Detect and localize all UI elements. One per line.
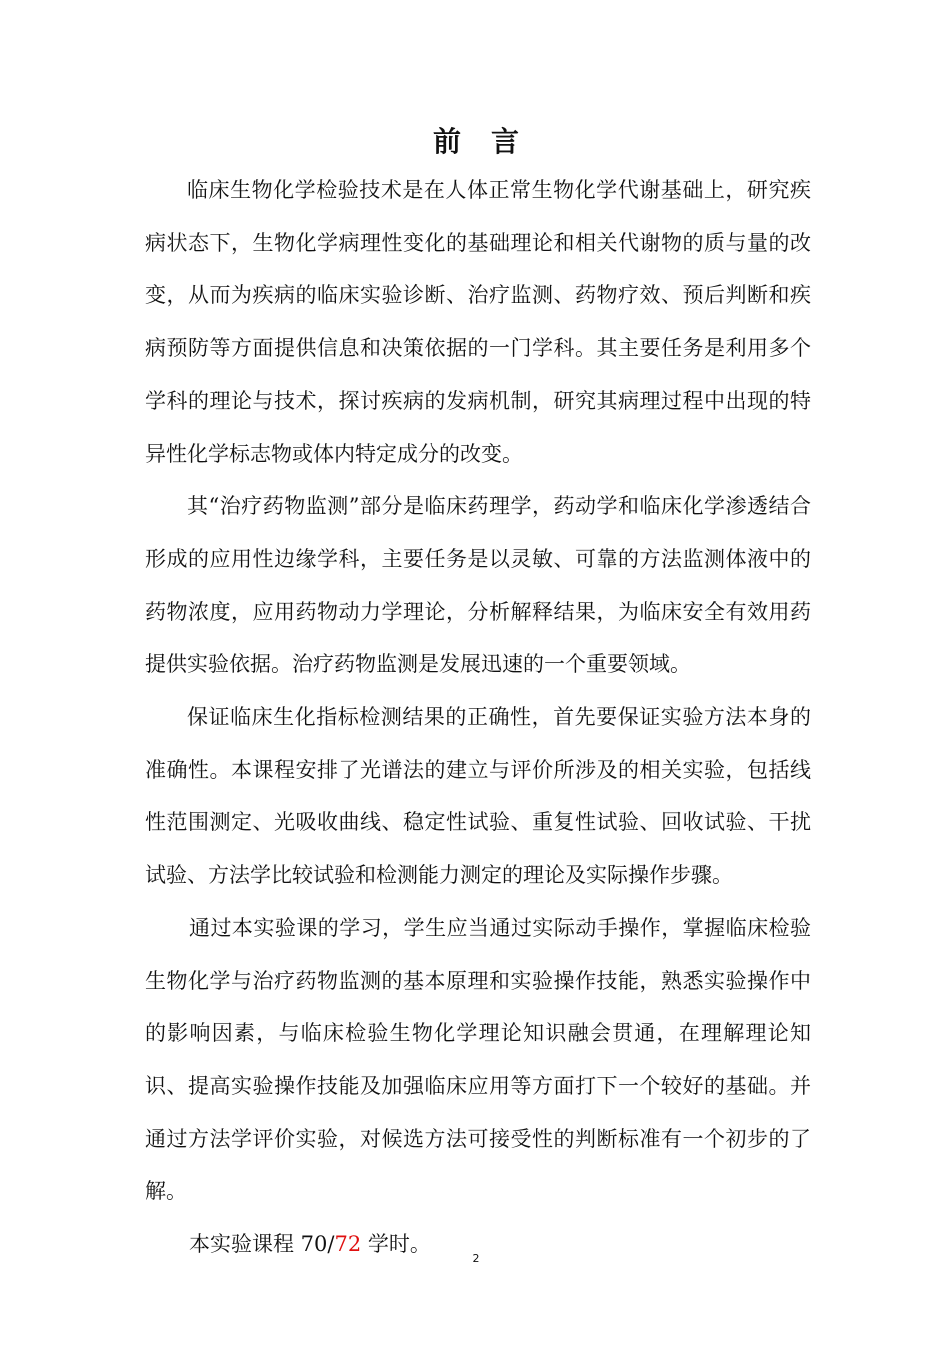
hours-prefix: 本实验课程 70/: [189, 1232, 335, 1257]
page-title: 前言: [432, 125, 549, 158]
paragraph-method-accuracy: 保证临床生化指标检测结果的正确性，首先要保证实验方法本身的准确性。本课程安排了光谱法的建立与评价所涉及的相关实验，包括线性范围测定、光吸收曲线、稳定性试验、重复性试验、回收试验、干扰试验、方法学比较试验和检测能力测定的理论及实际操作步骤。: [145, 705, 811, 888]
paragraph-drug-monitoring: 其“治疗药物监测”部分是临床药理学，药动学和临床化学渗透结合形成的应用性边缘学科，主要任务是以灵敏、可靠的方法监测体液中的药物浓度，应用药物动力学理论，分析解释结果，为临床安全有效用药提供实验依据。治疗药物监测是发展迅速的一个重要领域。: [145, 494, 811, 677]
hours-highlight: 72: [334, 1232, 362, 1257]
hours-suffix: 学时。: [361, 1232, 431, 1257]
page-number: 2: [472, 1252, 480, 1265]
preface-body: [145, 164, 811, 1271]
paragraph-intro: 临床生物化学检验技术是在人体正常生物化学代谢基础上，研究疾病状态下，生物化学病理性变化的基础理论和相关代谢物的质与量的改变，从而为疾病的临床实验诊断、治疗监测、药物疗效、预后判断和疾病预防等方面提供信息和决策依据的一门学科。其主要任务是利用多个学科的理论与技术，探讨疾病的发病机制，研究其病理过程中出现的特异性化学标志物或体内特定成分的改变。: [145, 178, 811, 466]
paragraph-learning-goals: 通过本实验课的学习，学生应当通过实际动手操作，掌握临床检验生物化学与治疗药物监测的基本原理和实验操作技能，熟悉实验操作中的影响因素，与临床检验生物化学理论知识融会贯通，在理解理论知识、提高实验操作技能及加强临床应用等方面打下一个较好的基础。并通过方法学评价实验，对候选方法可接受性的判断标准有一个初步的了解。: [145, 915, 811, 1204]
